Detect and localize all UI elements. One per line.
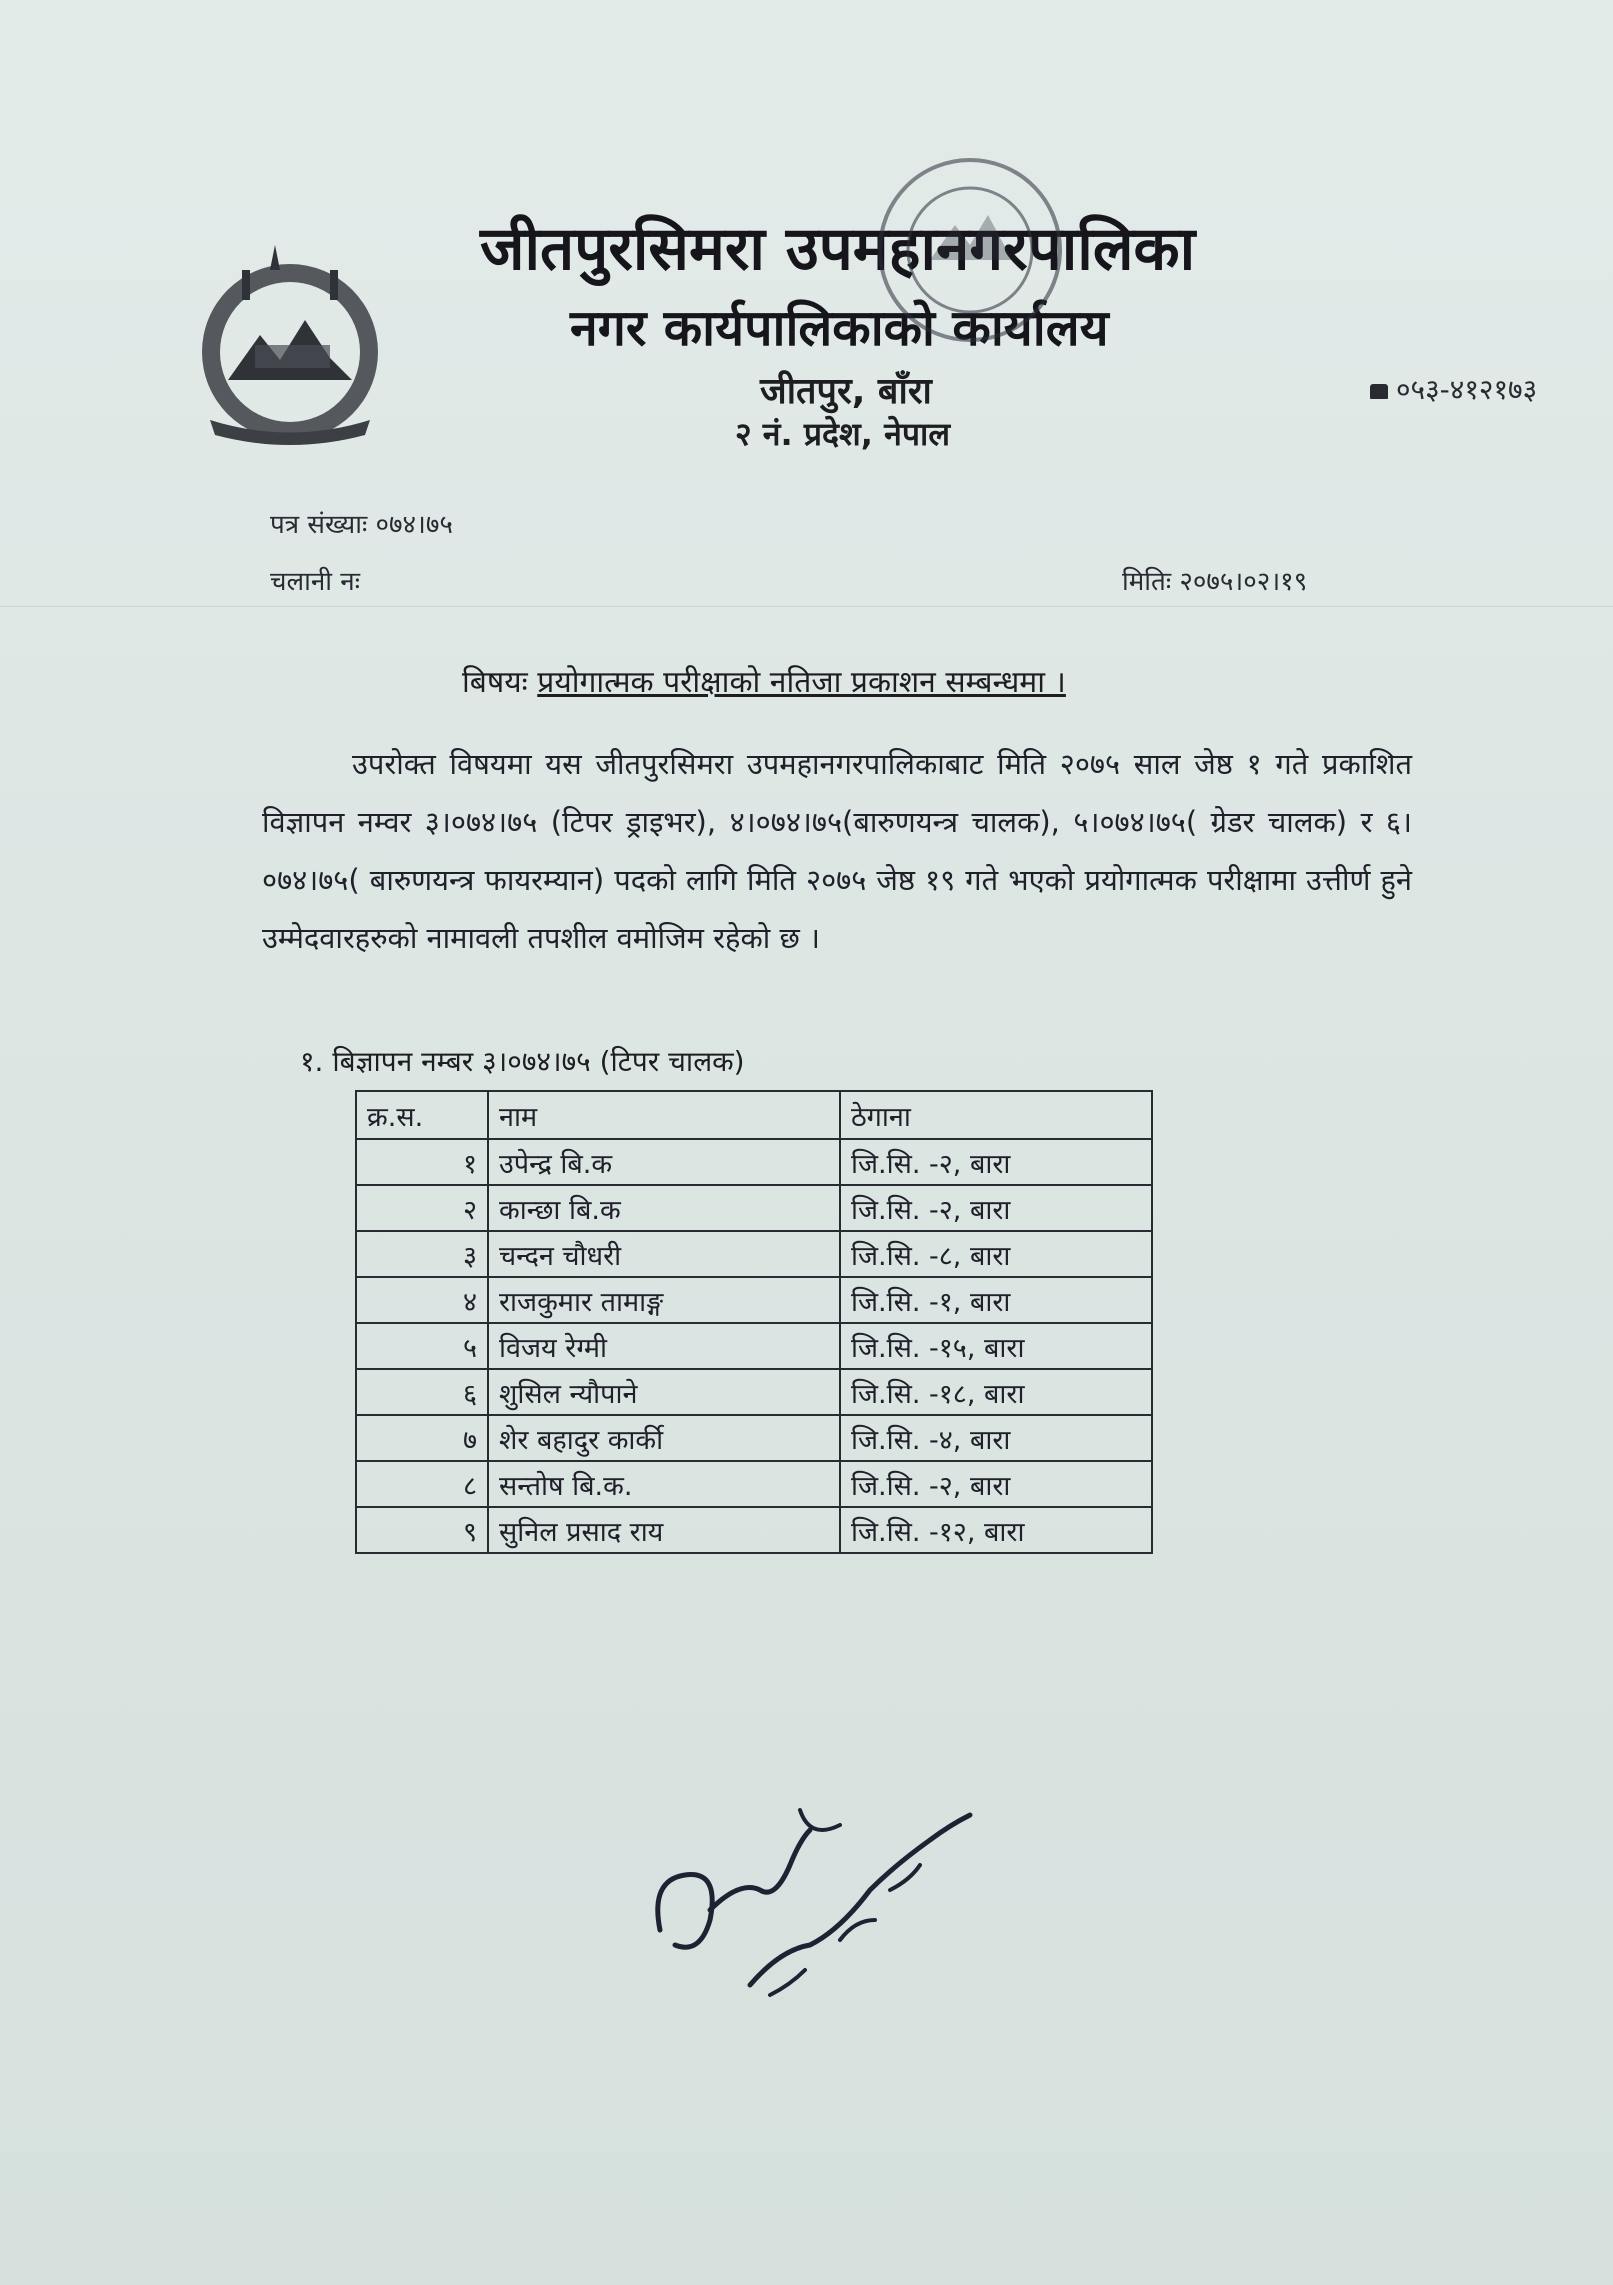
phone-number	[1370, 370, 1537, 408]
municipality-title: जीतपुरसिमरा उपमहानगरपालिका	[480, 214, 1196, 284]
phone-text: ०५३-४१२१७३	[1396, 373, 1538, 406]
letter-body	[262, 735, 1412, 967]
table-row	[356, 1185, 1152, 1231]
letter-body-text: उपरोक्त विषयमा यस जीतपुरसिमरा उपमहानगरपालिकाबाट मिति २०७५ साल जेष्ठ १ गते प्रकाशित विज्ञापन नम्वर ३।०७४।७५ (टिपर ड्राइभर), ४।०७४।७५(बारुणयन्त्र चालक), ५।०७४।७५( ग्रेडर चालक) र ६।०७४।७५( बारुणयन्त्र फायरम्यान) पदको लागि मिति २०७५ जेष्ठ १९ गते भएको प्रयोगात्मक परीक्षामा उत्तीर्ण हुने उम्मेदवारहरुको नामावली तपशील वमोजिम रहेको छ ।	[262, 747, 1412, 955]
address-line-2: २ नं. प्रदेश, नेपाल	[735, 415, 951, 453]
nepal-emblem-icon	[180, 240, 400, 450]
letter-reference-number: पत्र संख्याः ०७४।७५	[270, 510, 453, 540]
address-cell: जि.सि. -२, बारा	[840, 1461, 1152, 1507]
letter-date: मितिः २०७५।०२।१९	[1122, 567, 1308, 597]
telephone-icon	[1370, 384, 1388, 399]
office-stamp-icon	[870, 150, 1070, 350]
table-row	[356, 1461, 1152, 1507]
subject-prefix: बिषयः	[462, 665, 528, 700]
address-cell: जि.सि. -१८, बारा	[840, 1369, 1152, 1415]
serial-cell: ९	[356, 1507, 488, 1553]
dispatch-number: चलानी नः	[270, 567, 360, 597]
name-cell: विजय रेग्मी	[488, 1323, 840, 1369]
table-row	[356, 1507, 1152, 1553]
serial-cell: ८	[356, 1461, 488, 1507]
name-cell: राजकुमार तामाङ्ग	[488, 1277, 840, 1323]
address-cell: जि.सि. -१२, बारा	[840, 1507, 1152, 1553]
column-header-address: ठेगाना	[840, 1091, 1152, 1139]
list-heading: १. बिज्ञापन नम्बर ३।०७४।७५ (टिपर चालक)	[300, 1045, 745, 1078]
address-cell: जि.सि. -२, बारा	[840, 1139, 1152, 1185]
address-line-1: जीतपुर, बाँरा	[760, 371, 932, 412]
subject-line	[462, 660, 1066, 701]
address-cell: जि.सि. -४, बारा	[840, 1415, 1152, 1461]
paper-fold-line	[0, 606, 1613, 607]
table-header-row	[356, 1091, 1152, 1139]
serial-cell: ६	[356, 1369, 488, 1415]
name-cell: शुसिल न्यौपाने	[488, 1369, 840, 1415]
serial-cell: ३	[356, 1231, 488, 1277]
name-cell: सुनिल प्रसाद राय	[488, 1507, 840, 1553]
serial-cell: १	[356, 1139, 488, 1185]
name-cell: सन्तोष बि.क.	[488, 1461, 840, 1507]
subject-text: प्रयोगात्मक परीक्षाको नतिजा प्रकाशन सम्बन्धमा ।	[537, 665, 1066, 700]
column-header-name: नाम	[488, 1091, 840, 1139]
column-header-serial: क्र.स.	[356, 1091, 488, 1139]
office-name: नगर कार्यपालिकाको कार्यालय	[570, 299, 1109, 357]
table-row	[356, 1231, 1152, 1277]
address-cell: जि.सि. -१५, बारा	[840, 1323, 1152, 1369]
name-cell: कान्छा बि.क	[488, 1185, 840, 1231]
table-row	[356, 1277, 1152, 1323]
candidate-table	[355, 1090, 1153, 1554]
serial-cell: ५	[356, 1323, 488, 1369]
address-cell: जि.सि. -८, बारा	[840, 1231, 1152, 1277]
serial-cell: २	[356, 1185, 488, 1231]
serial-cell: ४	[356, 1277, 488, 1323]
name-cell: शेर बहादुर कार्की	[488, 1415, 840, 1461]
name-cell: चन्दन चौधरी	[488, 1231, 840, 1277]
handwritten-signature-icon	[640, 1770, 1000, 2030]
serial-cell: ७	[356, 1415, 488, 1461]
table-row	[356, 1323, 1152, 1369]
address-cell: जि.सि. -२, बारा	[840, 1185, 1152, 1231]
name-cell: उपेन्द्र बि.क	[488, 1139, 840, 1185]
table-row	[356, 1139, 1152, 1185]
table-row	[356, 1415, 1152, 1461]
table-row	[356, 1369, 1152, 1415]
address-cell: जि.सि. -१, बारा	[840, 1277, 1152, 1323]
